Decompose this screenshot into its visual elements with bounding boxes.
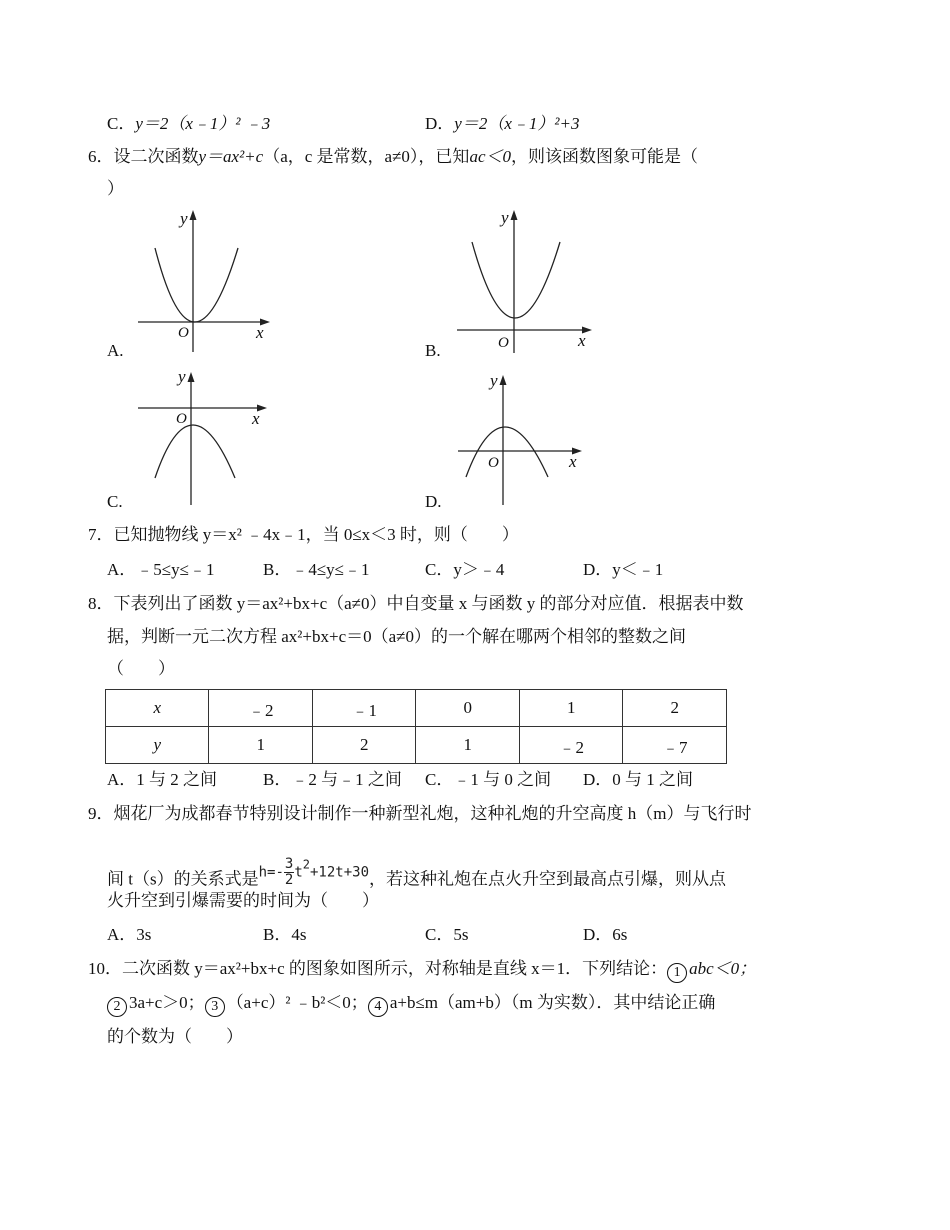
stem-text: ，则该函数图象可能是（ [510, 147, 698, 166]
axis-label-x: x [578, 331, 586, 350]
option-label-c: C. [107, 492, 123, 511]
option-text: 0 与 1 之间 [612, 770, 694, 789]
table-cell: 2 [623, 690, 727, 727]
axis-label-x: x [252, 409, 260, 428]
origin-label: O [178, 325, 189, 341]
stem-text: 二次函数 y＝ax²+bx+c 的图象如图所示，对称轴是直线 x＝1．下列结论： [122, 959, 668, 978]
table-cell: 1 [416, 727, 519, 764]
q6-graph-a [0, 0, 950, 520]
q8-option-c [425, 769, 551, 791]
option-text: y＞﹣4 [453, 560, 505, 579]
circled-number-2: 2 [107, 997, 127, 1017]
question-number: 9． [88, 804, 114, 823]
question-number: 6． [88, 147, 114, 166]
q9-option-d [583, 924, 627, 946]
option-label-b: B. [425, 341, 441, 360]
q8-stem-line1 [88, 593, 744, 615]
option-label: A． [107, 925, 137, 944]
q8-option-a [107, 769, 217, 791]
option-label: C． [425, 560, 454, 579]
option-label: B． [263, 925, 292, 944]
fraction-denominator: 2 [284, 872, 294, 888]
option-label-a: A. [107, 341, 124, 360]
option-label: D． [583, 770, 613, 789]
stem-text: ，若这种礼炮在点火升空到最高点引爆，则从点 [369, 869, 727, 889]
stem-function: y＝ax²+c [198, 147, 264, 166]
conclusion-1: abc＜0； [689, 959, 757, 978]
table-cell: 1 [209, 727, 313, 764]
option-label: C． [107, 114, 136, 133]
circled-number-3: 3 [205, 997, 225, 1017]
stem-text: 间 t（s）的关系式是 [107, 869, 259, 889]
formula-fraction [284, 857, 294, 888]
stem-text: 设二次函数 [113, 147, 199, 166]
table-cell: y [106, 727, 209, 764]
table-cell: ﹣1 [312, 690, 416, 727]
q8-stem-line2: 据，判断一元二次方程 ax²+bx+c＝0（a≠0）的一个解在哪两个相邻的整数之间 [107, 627, 686, 646]
option-label: D． [583, 925, 613, 944]
table-cell: ﹣2 [209, 690, 313, 727]
conclusion-2: 3a+c＞0； [129, 993, 205, 1012]
option-text: 1 与 2 之间 [136, 770, 218, 789]
axis-label-y: y [180, 209, 188, 228]
conclusion-3: （a+c）² ﹣b²＜0； [226, 993, 368, 1012]
q9-stem-line2 [107, 857, 726, 891]
axis-label-x: x [256, 323, 264, 342]
option-text: 3s [136, 925, 152, 944]
fraction-numerator: 3 [284, 856, 294, 872]
axis-label-y: y [490, 371, 498, 390]
stem-text: 下表列出了函数 y＝ax²+bx+c（a≠0）中自变量 x 与函数 y 的部分对应值．根据表中数 [113, 594, 744, 613]
table-cell: ﹣7 [623, 727, 727, 764]
table-row-y [106, 727, 727, 764]
option-label-d: D. [425, 492, 442, 511]
q9-stem-line3: 火升空到引爆需要的时间为（ ） [107, 891, 379, 910]
q8-option-d [583, 769, 693, 791]
q10-stem-line3: 的个数为（ ） [107, 1027, 243, 1046]
option-label: B． [263, 770, 292, 789]
formula-exponent: 2 [302, 857, 310, 872]
question-number: 8． [88, 594, 114, 613]
q10-stem-line2 [107, 992, 715, 1017]
option-text: y＝2（x﹣1）² ﹣3 [135, 114, 271, 133]
table-row-x [106, 690, 727, 727]
option-text: ﹣2 与﹣1 之间 [291, 770, 402, 789]
q7-option-a [107, 559, 214, 581]
question-number: 7． [88, 525, 114, 544]
option-text: ﹣1 与 0 之间 [453, 770, 552, 789]
circled-number-4: 4 [368, 997, 388, 1017]
q7-option-b [263, 559, 370, 581]
q7-option-d [583, 559, 663, 581]
formula-lhs: h=- [258, 864, 284, 881]
q7-stem [88, 524, 519, 546]
table-cell: 0 [416, 690, 519, 727]
option-text: 6s [612, 925, 628, 944]
table-cell: 1 [519, 690, 623, 727]
axis-label-x: x [569, 452, 577, 471]
option-text: 5s [453, 925, 469, 944]
option-text: ﹣4≤y≤﹣1 [291, 560, 370, 579]
stem-text: 已知抛物线 y＝x² ﹣4x﹣1，当 0≤x＜3 时，则（ ） [113, 525, 519, 544]
q9-stem-line1 [88, 803, 751, 825]
option-text: y＜﹣1 [612, 560, 664, 579]
height-formula [259, 857, 369, 888]
formula-rest: +12t+30 [310, 864, 370, 881]
axis-label-y: y [501, 208, 509, 227]
option-label: B． [263, 560, 292, 579]
option-label: A． [107, 770, 137, 789]
table-cell: x [106, 690, 209, 727]
origin-label: O [498, 335, 509, 351]
q8-value-table [105, 689, 727, 764]
option-text: ﹣5≤y≤﹣1 [136, 560, 215, 579]
circled-number-1: 1 [667, 963, 687, 983]
q8-stem-line3: （ ） [107, 659, 175, 678]
q6-stem-close: ） [107, 179, 124, 198]
option-label: A． [107, 560, 137, 579]
stem-text: 烟花厂为成都春节特别设计制作一种新型礼炮，这种礼炮的升空高度 h（m）与飞行时 [113, 804, 752, 823]
question-number: 10． [88, 959, 122, 978]
option-label: D． [425, 114, 455, 133]
formula-variable: t [294, 864, 303, 881]
stem-condition: ac＜0 [469, 147, 511, 166]
axis-label-y: y [178, 367, 186, 386]
q10-stem-line1 [88, 958, 756, 983]
q8-option-b [263, 769, 402, 791]
option-label: C． [425, 770, 454, 789]
origin-label: O [176, 411, 187, 427]
q7-option-c [425, 559, 504, 581]
q9-option-b [263, 924, 306, 946]
option-label: C． [425, 925, 454, 944]
origin-label: O [488, 455, 499, 471]
q9-option-a [107, 924, 151, 946]
stem-text: （a，c 是常数，a≠0），已知 [263, 147, 470, 166]
table-cell: 2 [312, 727, 416, 764]
option-text: y＝2（x﹣1）²+3 [454, 114, 580, 133]
conclusion-4: a+b≤m（am+b）（m 为实数）．其中结论正确 [389, 993, 716, 1012]
option-label: D． [583, 560, 613, 579]
table-cell: ﹣2 [519, 727, 623, 764]
q9-option-c [425, 924, 468, 946]
option-text: 4s [291, 925, 307, 944]
